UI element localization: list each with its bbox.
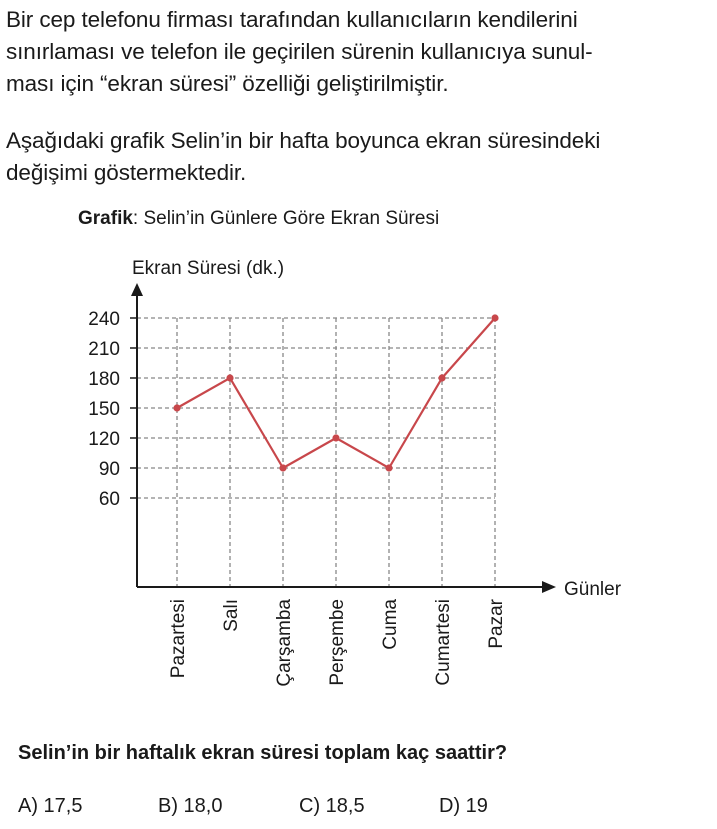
y-tick-label: 150 (88, 399, 120, 420)
x-tick-label: Çarşamba (274, 599, 295, 687)
y-tick-label: 240 (88, 309, 120, 330)
y-tick-label: 120 (88, 429, 120, 450)
line-chart (0, 250, 717, 710)
data-point (385, 464, 392, 471)
question-text: Selin’in bir haftalık ekran süresi toplam kaç saattir? (18, 742, 508, 764)
x-tick-label: Cuma (380, 599, 401, 650)
intro-line: sınırlaması ve telefon ile geçirilen sürenin kullanıcıya sunul- (6, 39, 593, 64)
data-point (173, 404, 180, 411)
option-c[interactable]: C) 18,5 (299, 795, 365, 817)
y-tick-label: 180 (88, 369, 120, 390)
data-point (491, 314, 498, 321)
data-point (438, 374, 445, 381)
intro-paragraph (6, 4, 710, 100)
intro-line: Bir cep telefonu firması tarafından kullanıcıların kendilerini (6, 7, 578, 32)
x-tick-label: Perşembe (327, 599, 348, 686)
x-tick-label: Cumartesi (433, 599, 454, 686)
description-paragraph (6, 125, 710, 189)
y-tick-label: 90 (98, 459, 120, 480)
caption-title: : Selin’in Günlere Göre Ekran Süresi (132, 208, 440, 229)
option-a[interactable]: A) 17,5 (18, 795, 83, 817)
data-point (279, 464, 286, 471)
intro-line: ması için “ekran süresi” özelliği geliştirilmiştir. (6, 71, 449, 96)
option-d[interactable]: D) 19 (439, 795, 488, 817)
x-tick-label: Salı (221, 599, 242, 632)
description-line: Aşağıdaki grafik Selin’in bir hafta boyunca ekran süresindeki (6, 128, 601, 153)
caption-label: Grafik (78, 208, 133, 229)
chart-caption (78, 206, 439, 232)
description-line: değişimi göstermektedir. (6, 160, 247, 185)
y-axis-arrow-icon (131, 283, 143, 296)
x-axis-label: Günler (564, 579, 622, 600)
y-axis-label: Ekran Süresi (dk.) (132, 258, 285, 279)
grid (137, 318, 495, 587)
y-tick-label: 60 (98, 489, 120, 510)
x-tick-label: Pazartesi (168, 599, 189, 679)
data-point (226, 374, 233, 381)
y-tick-label: 210 (88, 339, 120, 360)
y-tick-labels (88, 309, 120, 510)
x-tick-label: Pazar (486, 599, 507, 649)
x-tick-labels (168, 598, 507, 686)
option-b[interactable]: B) 18,0 (158, 795, 223, 817)
data-series (173, 314, 498, 471)
x-axis-arrow-icon (542, 581, 556, 593)
data-point (332, 434, 339, 441)
